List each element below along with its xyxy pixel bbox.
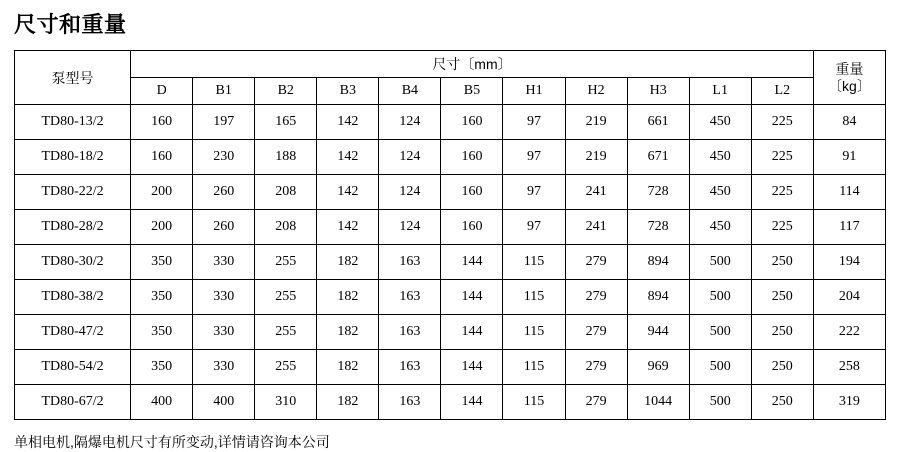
header-model: 泵型号 — [15, 51, 131, 105]
cell-weight: 114 — [813, 175, 885, 210]
cell-weight: 319 — [813, 385, 885, 420]
cell-d: 160 — [131, 105, 193, 140]
cell-b4: 124 — [379, 140, 441, 175]
cell-b1: 260 — [193, 175, 255, 210]
cell-b3: 142 — [317, 140, 379, 175]
cell-h3: 728 — [627, 175, 689, 210]
cell-b1: 330 — [193, 245, 255, 280]
cell-h1: 97 — [503, 210, 565, 245]
cell-l1: 500 — [689, 315, 751, 350]
cell-l1: 500 — [689, 280, 751, 315]
page-title: 尺寸和重量 — [14, 12, 127, 37]
cell-model: TD80-22/2 — [15, 175, 131, 210]
table-row — [15, 315, 886, 350]
header-col-b1: B1 — [193, 78, 255, 105]
cell-l2: 250 — [751, 315, 813, 350]
cell-l1: 450 — [689, 175, 751, 210]
cell-b4: 163 — [379, 350, 441, 385]
cell-b1: 330 — [193, 280, 255, 315]
cell-b1: 260 — [193, 210, 255, 245]
cell-h2: 279 — [565, 385, 627, 420]
cell-l2: 250 — [751, 280, 813, 315]
cell-model: TD80-38/2 — [15, 280, 131, 315]
cell-model: TD80-18/2 — [15, 140, 131, 175]
cell-b4: 124 — [379, 210, 441, 245]
table-row — [15, 105, 886, 140]
cell-h1: 115 — [503, 350, 565, 385]
cell-b5: 144 — [441, 350, 503, 385]
table-body — [15, 105, 886, 420]
cell-weight: 204 — [813, 280, 885, 315]
cell-b2: 255 — [255, 245, 317, 280]
cell-b2: 188 — [255, 140, 317, 175]
cell-b4: 124 — [379, 175, 441, 210]
header-col-h2: H2 — [565, 78, 627, 105]
cell-b2: 310 — [255, 385, 317, 420]
cell-l2: 225 — [751, 175, 813, 210]
header-col-b3: B3 — [317, 78, 379, 105]
cell-l2: 250 — [751, 385, 813, 420]
table-row — [15, 385, 886, 420]
header-col-d: D — [131, 78, 193, 105]
footnote: 单相电机,隔爆电机尺寸有所变动,详情请咨询本公司 — [14, 434, 330, 450]
table-header-row-sub — [15, 78, 886, 105]
cell-d: 350 — [131, 280, 193, 315]
cell-b3: 142 — [317, 175, 379, 210]
cell-d: 200 — [131, 175, 193, 210]
header-col-b5: B5 — [441, 78, 503, 105]
header-dimensions-group: 尺寸〔mm〕 — [131, 51, 814, 78]
cell-d: 350 — [131, 350, 193, 385]
cell-h2: 279 — [565, 315, 627, 350]
cell-h3: 671 — [627, 140, 689, 175]
cell-b3: 182 — [317, 315, 379, 350]
cell-l1: 450 — [689, 105, 751, 140]
table-row — [15, 175, 886, 210]
cell-h3: 944 — [627, 315, 689, 350]
cell-h2: 279 — [565, 350, 627, 385]
cell-model: TD80-47/2 — [15, 315, 131, 350]
cell-h1: 97 — [503, 175, 565, 210]
cell-b5: 144 — [441, 280, 503, 315]
header-col-b2: B2 — [255, 78, 317, 105]
cell-h2: 279 — [565, 280, 627, 315]
cell-b4: 163 — [379, 315, 441, 350]
cell-weight: 117 — [813, 210, 885, 245]
cell-weight: 222 — [813, 315, 885, 350]
cell-model: TD80-30/2 — [15, 245, 131, 280]
cell-h2: 219 — [565, 140, 627, 175]
cell-d: 160 — [131, 140, 193, 175]
table-header-row-top — [15, 51, 886, 78]
cell-b2: 255 — [255, 280, 317, 315]
cell-b3: 182 — [317, 245, 379, 280]
cell-model: TD80-13/2 — [15, 105, 131, 140]
spec-table-container — [14, 50, 886, 420]
cell-d: 400 — [131, 385, 193, 420]
cell-model: TD80-28/2 — [15, 210, 131, 245]
cell-b3: 182 — [317, 280, 379, 315]
cell-b2: 255 — [255, 315, 317, 350]
cell-b5: 144 — [441, 385, 503, 420]
cell-b2: 208 — [255, 210, 317, 245]
cell-b1: 400 — [193, 385, 255, 420]
header-col-h3: H3 — [627, 78, 689, 105]
cell-h2: 219 — [565, 105, 627, 140]
header-col-h1: H1 — [503, 78, 565, 105]
cell-h1: 115 — [503, 315, 565, 350]
cell-b1: 330 — [193, 350, 255, 385]
cell-b5: 160 — [441, 210, 503, 245]
cell-h3: 1044 — [627, 385, 689, 420]
cell-h1: 97 — [503, 140, 565, 175]
cell-h1: 115 — [503, 385, 565, 420]
header-col-l1: L1 — [689, 78, 751, 105]
cell-h3: 894 — [627, 280, 689, 315]
cell-d: 350 — [131, 315, 193, 350]
cell-l1: 450 — [689, 210, 751, 245]
header-weight-line1: 重量 — [835, 61, 864, 78]
cell-weight: 84 — [813, 105, 885, 140]
cell-b5: 160 — [441, 175, 503, 210]
cell-b5: 144 — [441, 315, 503, 350]
cell-b5: 144 — [441, 245, 503, 280]
cell-l1: 500 — [689, 245, 751, 280]
header-col-l2: L2 — [751, 78, 813, 105]
cell-l1: 500 — [689, 350, 751, 385]
cell-h2: 279 — [565, 245, 627, 280]
cell-b1: 230 — [193, 140, 255, 175]
cell-b5: 160 — [441, 105, 503, 140]
cell-b2: 165 — [255, 105, 317, 140]
cell-model: TD80-67/2 — [15, 385, 131, 420]
cell-l2: 225 — [751, 140, 813, 175]
cell-b2: 208 — [255, 175, 317, 210]
cell-weight: 194 — [813, 245, 885, 280]
table-row — [15, 210, 886, 245]
cell-b3: 182 — [317, 350, 379, 385]
cell-l1: 500 — [689, 385, 751, 420]
table-row — [15, 350, 886, 385]
cell-model: TD80-54/2 — [15, 350, 131, 385]
cell-h1: 97 — [503, 105, 565, 140]
cell-h1: 115 — [503, 245, 565, 280]
table-row — [15, 280, 886, 315]
cell-h3: 969 — [627, 350, 689, 385]
cell-l2: 225 — [751, 210, 813, 245]
cell-d: 350 — [131, 245, 193, 280]
cell-b3: 142 — [317, 105, 379, 140]
cell-l2: 250 — [751, 350, 813, 385]
cell-h2: 241 — [565, 210, 627, 245]
document-page — [0, 14, 900, 452]
table-row — [15, 245, 886, 280]
cell-h3: 661 — [627, 105, 689, 140]
header-col-b4: B4 — [379, 78, 441, 105]
cell-b4: 163 — [379, 280, 441, 315]
cell-h2: 241 — [565, 175, 627, 210]
cell-b1: 330 — [193, 315, 255, 350]
table-header — [15, 51, 886, 105]
cell-l2: 250 — [751, 245, 813, 280]
cell-b4: 124 — [379, 105, 441, 140]
cell-weight: 91 — [813, 140, 885, 175]
dimensions-weight-table — [14, 50, 886, 420]
cell-b3: 142 — [317, 210, 379, 245]
cell-d: 200 — [131, 210, 193, 245]
cell-b4: 163 — [379, 245, 441, 280]
cell-b4: 163 — [379, 385, 441, 420]
cell-h3: 894 — [627, 245, 689, 280]
cell-b1: 197 — [193, 105, 255, 140]
cell-weight: 258 — [813, 350, 885, 385]
header-weight — [813, 51, 885, 105]
cell-l1: 450 — [689, 140, 751, 175]
table-row — [15, 140, 886, 175]
cell-b5: 160 — [441, 140, 503, 175]
cell-b3: 182 — [317, 385, 379, 420]
cell-h1: 115 — [503, 280, 565, 315]
cell-b2: 255 — [255, 350, 317, 385]
cell-h3: 728 — [627, 210, 689, 245]
cell-l2: 225 — [751, 105, 813, 140]
header-weight-line2: 〔kg〕 — [828, 77, 871, 94]
